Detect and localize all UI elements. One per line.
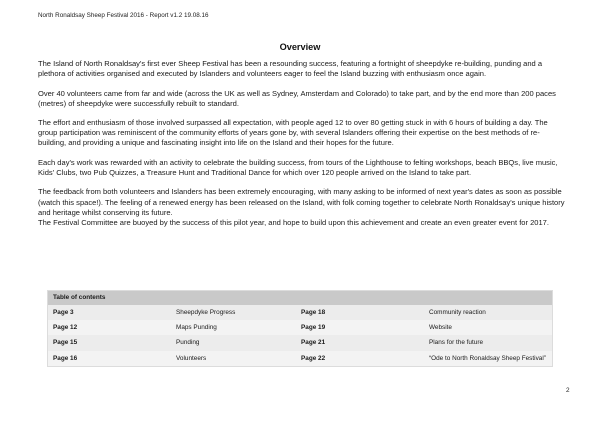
paragraph: The Island of North Ronaldsay's first ever Sheep Festival has been a resounding success, featuring a fortnight of sheepdyke re-building, punding and a plethora of activities organised and executed by Islanders and volunteers eager to feel the Island buzzing with enthusiasm once again. (38, 59, 543, 79)
toc-page-number: Page 16 (53, 354, 78, 362)
toc-page-number: Page 3 (53, 309, 74, 316)
toc-page-number: Page 15 (53, 339, 78, 347)
toc-page-number: Page 19 (301, 324, 326, 332)
toc-rows (48, 305, 552, 366)
toc-topic: Punding (176, 339, 200, 347)
toc-topic: Sheepdyke Progress (176, 309, 236, 316)
table-row (48, 351, 552, 366)
toc-heading: Table of contents (48, 291, 552, 305)
overview-body (38, 59, 566, 237)
toc-page-number: Page 18 (301, 309, 326, 316)
table-row (48, 305, 552, 320)
paragraph: Each day's work was rewarded with an activity to celebrate the building success, from tours of the Lighthouse to felting workshops, beach BBQs, live music, Kids' Clubs, two Pub Quizzes, a Treasure Hunt and Traditional Dance for which over 120 people arrived on the Island to take part. (38, 157, 558, 177)
paragraph: The feedback from both volunteers and Islanders has been extremely encouraging, with many asking to be informed of next year's dates as soon as possible (watch this space!). The feeling of a renewed energy has been released on the Island, with folk coming together to celebrate North Ronaldsay's unique history and heritage whilst conserving its future. (38, 187, 565, 217)
table-of-contents (47, 290, 553, 367)
toc-topic: Community reaction (429, 309, 486, 316)
page-title: Overview (279, 42, 321, 52)
toc-topic: Plans for the future (429, 339, 483, 347)
paragraph: Over 40 volunteers came from far and wide (across the UK as well as Sydney, Amsterdam and Colorado) to take part, and by the end more than 200 paces (metres) of sheepdyke were successfully rebuilt to standard. (38, 88, 556, 108)
paragraph: The effort and enthusiasm of those involved surpassed all expectation, with people aged 12 to over 80 getting stuck in with 6 hours of building a day. The group participation was reminiscent of the community efforts of years gone by, with several Islanders offering their expertise on the best methods of re-building, and providing a unique and fascinating insight into life on the Island and their hopes for the future. (38, 118, 548, 148)
toc-page-number: Page 12 (53, 324, 78, 332)
toc-topic: Website (429, 324, 452, 332)
report-header: North Ronaldsay Sheep Festival 2016 - Report v1.2 19.08.16 (38, 12, 209, 19)
toc-topic: “Ode to North Ronaldsay Sheep Festival” (429, 354, 546, 362)
toc-page-number: Page 21 (301, 339, 326, 347)
paragraph: The Festival Committee are buoyed by the success of this pilot year, and hope to build upon this achievement and create an even greater event for 2017. (38, 217, 549, 227)
table-row (48, 320, 552, 335)
toc-topic: Maps Punding (176, 324, 217, 332)
page-number: 2 (566, 387, 570, 394)
table-row (48, 335, 552, 350)
toc-topic: Volunteers (176, 354, 207, 362)
toc-page-number: Page 22 (301, 354, 326, 362)
